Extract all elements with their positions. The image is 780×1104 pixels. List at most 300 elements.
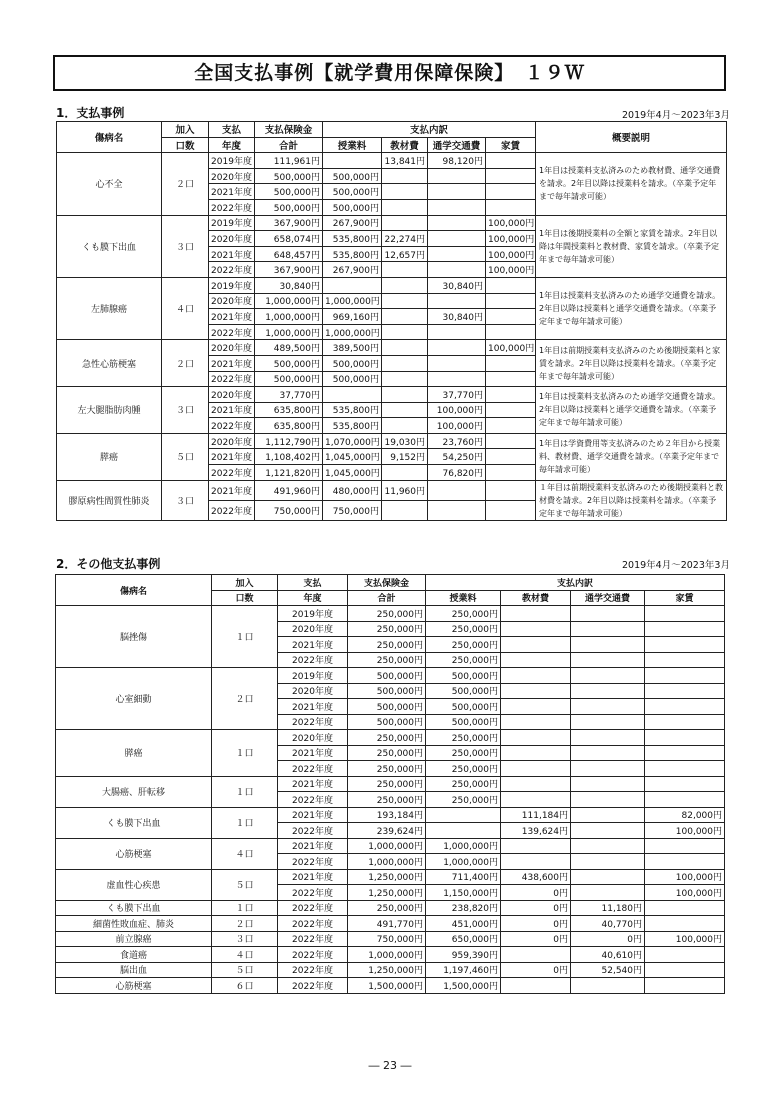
disease-name: 心筋梗塞 — [56, 838, 212, 869]
tuition-amount: 500,000円 — [426, 668, 501, 684]
payment-year: 2019年度 — [278, 606, 348, 622]
disease-name: くも膜下出血 — [56, 900, 212, 916]
table-row — [57, 277, 727, 293]
payment-total: 250,000円 — [348, 761, 426, 777]
payment-total: 250,000円 — [348, 776, 426, 792]
payment-year: 2022年度 — [278, 761, 348, 777]
rent-amount — [645, 652, 725, 668]
summary-description: 1年目は学資費用等支払済みのため２年目から授業料、教材費、通学交通費を請求。（卒業予定年まで毎年請求可能） — [536, 433, 727, 480]
table-row — [56, 916, 725, 932]
disease-name: くも膜下出血 — [57, 215, 162, 277]
payment-year: 2021年度 — [278, 637, 348, 653]
table-row — [56, 776, 725, 792]
other-payment-cases-table — [55, 574, 725, 994]
payment-year: 2022年度 — [278, 962, 348, 978]
payment-total: 500,000円 — [255, 168, 323, 184]
tuition-amount: 500,000円 — [323, 199, 382, 215]
disease-name: 脳挫傷 — [56, 606, 212, 668]
payment-year: 2021年度 — [278, 869, 348, 885]
rent-amount: 100,000円 — [486, 215, 536, 231]
units-count: １口 — [212, 900, 278, 916]
commute-amount: 30,840円 — [428, 309, 486, 325]
commute-amount — [571, 776, 645, 792]
payment-total: 500,000円 — [348, 699, 426, 715]
payment-total: 1,000,000円 — [255, 293, 323, 309]
rent-amount — [645, 792, 725, 808]
payment-total: 1,000,000円 — [255, 309, 323, 325]
materials-amount — [501, 668, 571, 684]
payment-total: 1,250,000円 — [348, 869, 426, 885]
materials-amount — [382, 418, 428, 434]
tuition-amount: 250,000円 — [426, 606, 501, 622]
commute-amount — [428, 246, 486, 262]
summary-description: 1年目は授業料支払済みのため教材費、通学交通費を請求。2年目以降は授業料を請求。（卒業予定年まで毎年請求可能） — [536, 153, 727, 215]
materials-amount: 438,600円 — [501, 869, 571, 885]
payment-year: 2021年度 — [209, 355, 255, 371]
payment-year: 2020年度 — [278, 730, 348, 746]
section2-date: 2019年4月～2023年3月 — [622, 560, 730, 571]
tuition-amount: 238,820円 — [426, 900, 501, 916]
tuition-amount: 500,000円 — [323, 168, 382, 184]
header-commute: 通学交通費 — [428, 137, 486, 153]
rent-amount — [645, 730, 725, 746]
tuition-amount: 267,900円 — [323, 262, 382, 278]
header-amount: 支払保険金 — [348, 575, 426, 591]
rent-amount: 100,000円 — [645, 885, 725, 901]
rent-amount — [645, 668, 725, 684]
payment-year: 2022年度 — [209, 500, 255, 520]
payment-year: 2020年度 — [278, 683, 348, 699]
commute-amount: 76,820円 — [428, 465, 486, 481]
tuition-amount: 250,000円 — [426, 652, 501, 668]
summary-description: 1年目は後期授業料の全額と家賃を請求。2年目以降は年間授業料と教材費、家賃を請求。（卒業予定年まで毎年請求可能） — [536, 215, 727, 277]
tuition-amount: 535,800円 — [323, 402, 382, 418]
rent-amount — [645, 637, 725, 653]
materials-amount — [501, 683, 571, 699]
payment-total: 1,500,000円 — [348, 978, 426, 994]
units-count: ３口 — [212, 931, 278, 947]
materials-amount — [501, 699, 571, 715]
rent-amount — [486, 168, 536, 184]
materials-amount — [382, 402, 428, 418]
payment-total: 250,000円 — [348, 621, 426, 637]
payment-total: 250,000円 — [348, 792, 426, 808]
rent-amount: 100,000円 — [486, 246, 536, 262]
rent-amount: 82,000円 — [645, 807, 725, 823]
payment-year: 2021年度 — [209, 309, 255, 325]
commute-amount — [571, 637, 645, 653]
commute-amount — [571, 978, 645, 994]
payment-year: 2020年度 — [209, 231, 255, 247]
commute-amount: 98,120円 — [428, 153, 486, 169]
rent-amount — [645, 761, 725, 777]
payment-year: 2019年度 — [209, 277, 255, 293]
commute-amount — [571, 652, 645, 668]
header-units: 加入 — [162, 122, 209, 138]
rent-amount — [645, 916, 725, 932]
payment-year: 2022年度 — [278, 900, 348, 916]
rent-amount — [486, 309, 536, 325]
materials-amount: 9,152円 — [382, 449, 428, 465]
payment-total: 367,900円 — [255, 215, 323, 231]
section2-title: 2．その他支払事例 — [56, 557, 161, 571]
tuition-amount: 1,000,000円 — [323, 293, 382, 309]
section1-date: 2019年4月～2023年3月 — [622, 110, 730, 121]
payment-year: 2022年度 — [278, 885, 348, 901]
materials-amount — [501, 776, 571, 792]
rent-amount: 100,000円 — [645, 869, 725, 885]
table-row — [56, 668, 725, 684]
materials-amount — [501, 761, 571, 777]
payment-year: 2021年度 — [209, 246, 255, 262]
page-number: ― 23 ― — [368, 1059, 412, 1072]
disease-name: 心筋梗塞 — [56, 978, 212, 994]
payment-year: 2022年度 — [278, 916, 348, 932]
materials-amount — [501, 652, 571, 668]
disease-name: 急性心筋梗塞 — [57, 340, 162, 387]
commute-amount — [571, 854, 645, 870]
tuition-amount: 1,197,460円 — [426, 962, 501, 978]
rent-amount — [486, 371, 536, 387]
commute-amount — [571, 761, 645, 777]
header-year: 支払 — [209, 122, 255, 138]
materials-amount — [382, 340, 428, 356]
payment-year: 2020年度 — [209, 433, 255, 449]
payment-year: 2022年度 — [209, 418, 255, 434]
tuition-amount: 250,000円 — [426, 621, 501, 637]
units-count: ２口 — [212, 668, 278, 730]
summary-description: 1年目は前期授業料支払済みのため後期授業料と家賃を請求。2年目以降は授業料を請求。（卒業予定年まで毎年請求可能） — [536, 340, 727, 387]
header-breakdown: 支払内訳 — [426, 575, 725, 591]
rent-amount: 100,000円 — [645, 931, 725, 947]
rent-amount — [645, 962, 725, 978]
payment-year: 2020年度 — [278, 621, 348, 637]
materials-amount — [382, 355, 428, 371]
header-amount: 支払保険金 — [255, 122, 323, 138]
tuition-amount: 250,000円 — [426, 730, 501, 746]
units-count: ３口 — [162, 215, 209, 277]
commute-amount — [428, 231, 486, 247]
tuition-amount: 650,000円 — [426, 931, 501, 947]
materials-amount: 12,657円 — [382, 246, 428, 262]
tuition-amount: 250,000円 — [426, 745, 501, 761]
rent-amount — [486, 387, 536, 403]
header-tuition: 授業料 — [323, 137, 382, 153]
header-rent: 家賃 — [486, 137, 536, 153]
table-row — [56, 947, 725, 963]
rent-amount — [645, 714, 725, 730]
tuition-amount: 500,000円 — [323, 371, 382, 387]
tuition-amount: 750,000円 — [323, 500, 382, 520]
rent-amount — [486, 433, 536, 449]
units-count: ４口 — [162, 277, 209, 339]
units-count: ３口 — [162, 480, 209, 520]
payment-total: 1,000,000円 — [348, 854, 426, 870]
payment-total: 489,500円 — [255, 340, 323, 356]
disease-name: 食道癌 — [56, 947, 212, 963]
tuition-amount: 250,000円 — [426, 792, 501, 808]
materials-amount: 0円 — [501, 962, 571, 978]
header-year-sub: 年度 — [278, 590, 348, 606]
materials-amount — [382, 215, 428, 231]
disease-name: 膵癌 — [57, 433, 162, 480]
table-row — [57, 340, 727, 356]
commute-amount — [428, 215, 486, 231]
materials-amount — [382, 387, 428, 403]
materials-amount — [501, 838, 571, 854]
rent-amount: 100,000円 — [645, 823, 725, 839]
payment-year: 2022年度 — [278, 854, 348, 870]
commute-amount: 40,610円 — [571, 947, 645, 963]
rent-amount — [645, 947, 725, 963]
materials-amount: 111,184円 — [501, 807, 571, 823]
materials-amount: 0円 — [501, 931, 571, 947]
payment-year: 2020年度 — [209, 168, 255, 184]
payment-cases-table — [56, 121, 727, 521]
commute-amount — [571, 668, 645, 684]
payment-year: 2022年度 — [278, 792, 348, 808]
materials-amount — [501, 978, 571, 994]
table-row — [57, 480, 727, 500]
tuition-amount: 1,070,000円 — [323, 433, 382, 449]
tuition-amount — [323, 277, 382, 293]
rent-amount — [486, 184, 536, 200]
payment-year: 2019年度 — [209, 153, 255, 169]
disease-name: 心室細動 — [56, 668, 212, 730]
materials-amount — [382, 293, 428, 309]
rent-amount — [486, 465, 536, 481]
tuition-amount: 250,000円 — [426, 761, 501, 777]
payment-total: 658,074円 — [255, 231, 323, 247]
commute-amount — [428, 480, 486, 500]
tuition-amount: 480,000円 — [323, 480, 382, 500]
payment-year: 2022年度 — [209, 324, 255, 340]
commute-amount: 30,840円 — [428, 277, 486, 293]
disease-name: 虚血性心疾患 — [56, 869, 212, 900]
page-title: 全国支払事例【就学費用保障保険】 １９Ｗ — [53, 55, 726, 91]
rent-amount — [486, 402, 536, 418]
header-materials: 教材費 — [382, 137, 428, 153]
payment-year: 2021年度 — [278, 776, 348, 792]
units-count: １口 — [212, 606, 278, 668]
materials-amount — [501, 745, 571, 761]
rent-amount — [486, 480, 536, 500]
tuition-amount: 1,045,000円 — [323, 465, 382, 481]
header-units-sub: 口数 — [162, 137, 209, 153]
payment-year: 2022年度 — [278, 714, 348, 730]
rent-amount — [645, 900, 725, 916]
tuition-amount: 535,800円 — [323, 246, 382, 262]
table-row — [56, 900, 725, 916]
commute-amount: 54,250円 — [428, 449, 486, 465]
commute-amount — [571, 606, 645, 622]
tuition-amount: 389,500円 — [323, 340, 382, 356]
payment-total: 367,900円 — [255, 262, 323, 278]
payment-total: 1,000,000円 — [348, 947, 426, 963]
summary-description: 1年目は授業料支払済みのため通学交通費を請求。2年目以降は授業料と通学交通費を請求。（卒業予定年まで毎年請求可能） — [536, 387, 727, 434]
payment-year: 2022年度 — [278, 931, 348, 947]
units-count: ５口 — [212, 962, 278, 978]
table-row — [56, 962, 725, 978]
payment-total: 500,000円 — [255, 184, 323, 200]
rent-amount — [486, 418, 536, 434]
rent-amount — [645, 621, 725, 637]
commute-amount — [428, 500, 486, 520]
tuition-amount: 1,000,000円 — [323, 324, 382, 340]
payment-year: 2019年度 — [278, 668, 348, 684]
disease-name: くも膜下出血 — [56, 807, 212, 838]
commute-amount — [428, 324, 486, 340]
table-row — [56, 807, 725, 823]
table-row — [57, 387, 727, 403]
units-count: ３口 — [162, 387, 209, 434]
commute-amount — [571, 745, 645, 761]
payment-total: 30,840円 — [255, 277, 323, 293]
materials-amount: 19,030円 — [382, 433, 428, 449]
tuition-amount: 500,000円 — [426, 714, 501, 730]
header-tuition: 授業料 — [426, 590, 501, 606]
materials-amount — [501, 730, 571, 746]
payment-total: 250,000円 — [348, 900, 426, 916]
tuition-amount: 500,000円 — [323, 184, 382, 200]
disease-name: 左大腿脂肪肉腫 — [57, 387, 162, 434]
materials-amount — [501, 714, 571, 730]
section1-title: 1．支払事例 — [56, 106, 125, 120]
commute-amount — [428, 340, 486, 356]
rent-amount — [645, 776, 725, 792]
materials-amount: 13,841円 — [382, 153, 428, 169]
disease-name: 細菌性敗血症、肺炎 — [56, 916, 212, 932]
tuition-amount: 535,800円 — [323, 231, 382, 247]
rent-amount — [645, 683, 725, 699]
payment-total: 635,800円 — [255, 402, 323, 418]
commute-amount — [571, 838, 645, 854]
rent-amount — [645, 838, 725, 854]
payment-total: 250,000円 — [348, 745, 426, 761]
payment-total: 1,108,402円 — [255, 449, 323, 465]
payment-year: 2022年度 — [209, 199, 255, 215]
payment-year: 2022年度 — [278, 947, 348, 963]
table-row — [56, 606, 725, 622]
payment-year: 2021年度 — [209, 449, 255, 465]
payment-year: 2020年度 — [209, 340, 255, 356]
commute-amount: 23,760円 — [428, 433, 486, 449]
payment-total: 500,000円 — [348, 683, 426, 699]
tuition-amount: 535,800円 — [323, 418, 382, 434]
commute-amount — [571, 699, 645, 715]
rent-amount — [486, 324, 536, 340]
payment-year: 2021年度 — [278, 699, 348, 715]
tuition-amount: 451,000円 — [426, 916, 501, 932]
materials-amount — [382, 324, 428, 340]
disease-name: 脳出血 — [56, 962, 212, 978]
units-count: １口 — [212, 807, 278, 838]
header-disease: 傷病名 — [57, 122, 162, 153]
payment-total: 111,961円 — [255, 153, 323, 169]
payment-total: 1,000,000円 — [255, 324, 323, 340]
materials-amount: 0円 — [501, 916, 571, 932]
table-row — [56, 730, 725, 746]
payment-total: 239,624円 — [348, 823, 426, 839]
tuition-amount: 1,000,000円 — [426, 838, 501, 854]
tuition-amount: 959,390円 — [426, 947, 501, 963]
table-row — [56, 931, 725, 947]
header-units-sub: 口数 — [212, 590, 278, 606]
table-row — [57, 215, 727, 231]
commute-amount: 0円 — [571, 931, 645, 947]
materials-amount — [501, 947, 571, 963]
materials-amount — [501, 637, 571, 653]
rent-amount: 100,000円 — [486, 262, 536, 278]
units-count: １口 — [212, 776, 278, 807]
commute-amount: 11,180円 — [571, 900, 645, 916]
rent-amount — [645, 854, 725, 870]
materials-amount: 22,274円 — [382, 231, 428, 247]
payment-total: 648,457円 — [255, 246, 323, 262]
materials-amount — [501, 621, 571, 637]
table-row — [57, 153, 727, 169]
units-count: ６口 — [212, 978, 278, 994]
header-year-sub: 年度 — [209, 137, 255, 153]
header-amount-sub: 合計 — [255, 137, 323, 153]
materials-amount — [382, 371, 428, 387]
materials-amount — [382, 465, 428, 481]
commute-amount — [571, 869, 645, 885]
header-breakdown: 支払内訳 — [323, 122, 536, 138]
tuition-amount: 250,000円 — [426, 776, 501, 792]
commute-amount — [428, 371, 486, 387]
commute-amount — [428, 184, 486, 200]
payment-year: 2021年度 — [209, 480, 255, 500]
tuition-amount: 1,000,000円 — [426, 854, 501, 870]
payment-total: 750,000円 — [255, 500, 323, 520]
payment-total: 250,000円 — [348, 606, 426, 622]
units-count: ４口 — [212, 947, 278, 963]
disease-name: 心不全 — [57, 153, 162, 215]
payment-total: 1,250,000円 — [348, 885, 426, 901]
header-materials: 教材費 — [501, 590, 571, 606]
payment-total: 1,112,790円 — [255, 433, 323, 449]
rent-amount — [486, 449, 536, 465]
table-row — [56, 838, 725, 854]
payment-total: 250,000円 — [348, 637, 426, 653]
commute-amount — [571, 714, 645, 730]
payment-year: 2022年度 — [209, 262, 255, 278]
units-count: ２口 — [162, 340, 209, 387]
payment-year: 2019年度 — [209, 215, 255, 231]
materials-amount — [382, 168, 428, 184]
commute-amount — [571, 823, 645, 839]
payment-total: 491,770円 — [348, 916, 426, 932]
payment-total: 491,960円 — [255, 480, 323, 500]
commute-amount — [428, 355, 486, 371]
units-count: ２口 — [212, 916, 278, 932]
units-count: ５口 — [212, 869, 278, 900]
rent-amount: 100,000円 — [486, 340, 536, 356]
rent-amount — [645, 606, 725, 622]
table-row — [57, 433, 727, 449]
materials-amount — [382, 309, 428, 325]
payment-year: 2022年度 — [209, 465, 255, 481]
payment-total: 250,000円 — [348, 652, 426, 668]
units-count: ５口 — [162, 433, 209, 480]
payment-year: 2021年度 — [209, 402, 255, 418]
header-commute: 通学交通費 — [571, 590, 645, 606]
rent-amount — [645, 745, 725, 761]
payment-year: 2021年度 — [278, 838, 348, 854]
tuition-amount: 267,900円 — [323, 215, 382, 231]
rent-amount — [645, 699, 725, 715]
